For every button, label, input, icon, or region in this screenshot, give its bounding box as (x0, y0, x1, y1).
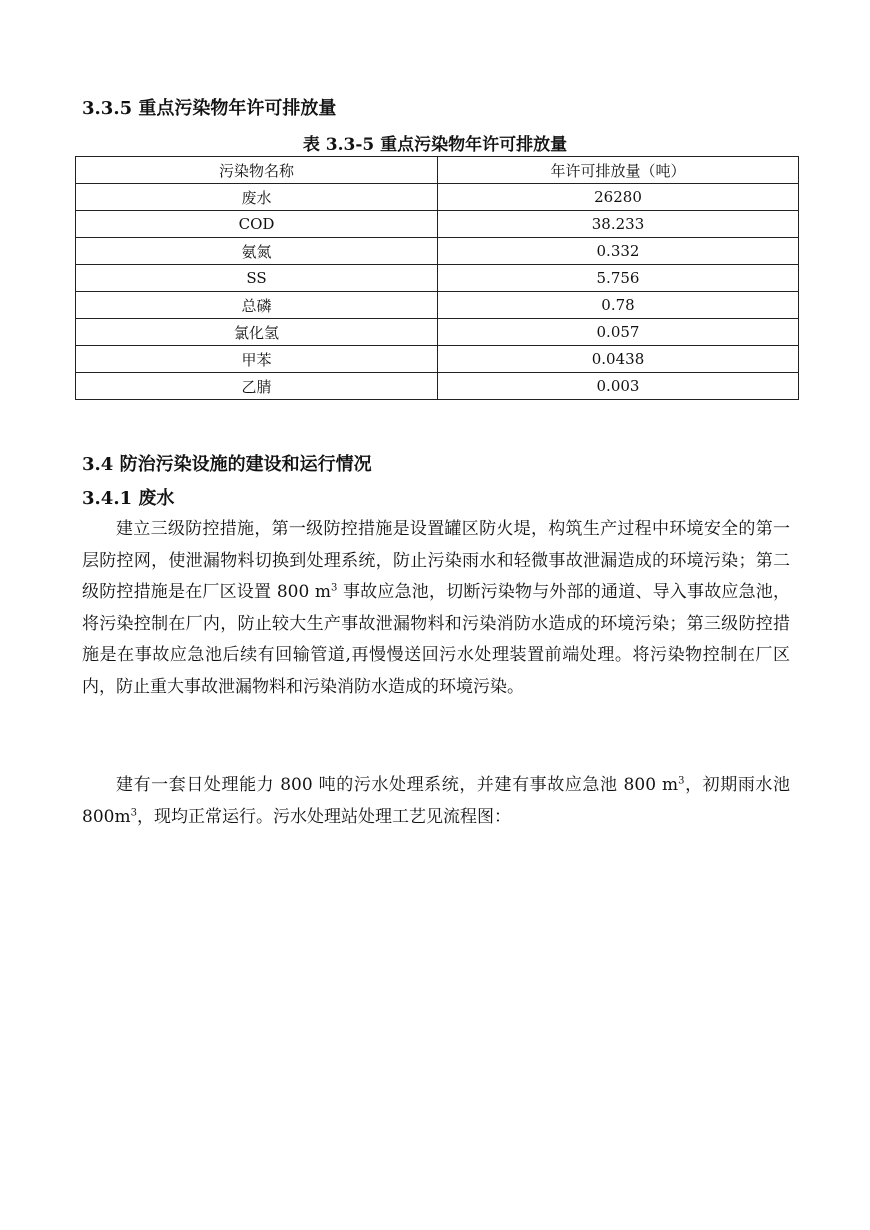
table-row (76, 373, 799, 400)
paragraph-text: ，现均正常运行。污水处理站处理工艺见流程图： (136, 806, 511, 827)
permit-amount-cell: 0.0438 (438, 346, 799, 373)
pollutant-name-cell: SS (76, 265, 438, 292)
wastewater-control-paragraph (82, 514, 790, 703)
paragraph-text: 建立三级防控措施，第一级防控措施是设置罐区防火堤，构筑生产过程中环境安全的第一层防控网，使泄漏物料切换到处理系统，防止污染雨水和轻微事故泄漏造成的环境污染；第二级防控措施是在厂区设置 800 m (82, 519, 790, 602)
permit-amount-cell: 26280 (438, 184, 799, 211)
table-header-row (76, 157, 799, 184)
superscript: 3 (678, 775, 685, 787)
table-row (76, 238, 799, 265)
permit-amount-cell: 0.78 (438, 292, 799, 319)
pollutant-name-cell: 废水 (76, 184, 438, 211)
superscript: 3 (331, 582, 338, 594)
pollutant-name-cell: 甲苯 (76, 346, 438, 373)
pollutant-name-cell: 氯化氢 (76, 319, 438, 346)
table-row (76, 184, 799, 211)
section-heading-3-4-1: 3.4.1 废水 (82, 488, 175, 509)
permit-amount-cell: 0.003 (438, 373, 799, 400)
superscript: 3 (130, 806, 137, 818)
treatment-system-paragraph (82, 770, 790, 833)
table-caption: 表 3.3-5 重点污染物年许可排放量 (302, 135, 568, 155)
table-row (76, 211, 799, 238)
pollutant-name-cell: COD (76, 211, 438, 238)
pollutant-permit-table (75, 156, 799, 400)
permit-amount-cell: 0.332 (438, 238, 799, 265)
pollutant-name-cell: 乙腈 (76, 373, 438, 400)
pollutant-name-cell: 总磷 (76, 292, 438, 319)
table-row (76, 265, 799, 292)
section-heading-3-3-5: 3.3.5 重点污染物年许可排放量 (82, 98, 337, 119)
paragraph-text: 建有一套日处理能力 800 吨的污水处理系统，并建有事故应急池 800 m (116, 775, 679, 795)
paragraph-text: ，初期雨水池 800m (82, 775, 790, 827)
permit-amount-cell: 38.233 (438, 211, 799, 238)
paragraph-text: 事故应急池，切断污染物与外部的通道、导入事故应急池，将污染控制在厂内，防止较大生产事故泄漏物料和污染消防水造成的环境污染；第三级防控措施是在事故应急池后续有回输管道,再慢慢送回污水处理装置前端处理。将污染物控制在厂区内，防止重大事故泄漏物料和污染消防水造成的环境污染。 (82, 582, 791, 697)
column-header-pollutant-name: 污染物名称 (76, 157, 438, 184)
pollutant-name-cell: 氨氮 (76, 238, 438, 265)
permit-amount-cell: 5.756 (438, 265, 799, 292)
section-heading-3-4: 3.4 防治污染设施的建设和运行情况 (82, 454, 372, 475)
table-row (76, 346, 799, 373)
table-row (76, 319, 799, 346)
permit-amount-cell: 0.057 (438, 319, 799, 346)
column-header-annual-permit: 年许可排放量（吨） (438, 157, 799, 184)
table-row (76, 292, 799, 319)
